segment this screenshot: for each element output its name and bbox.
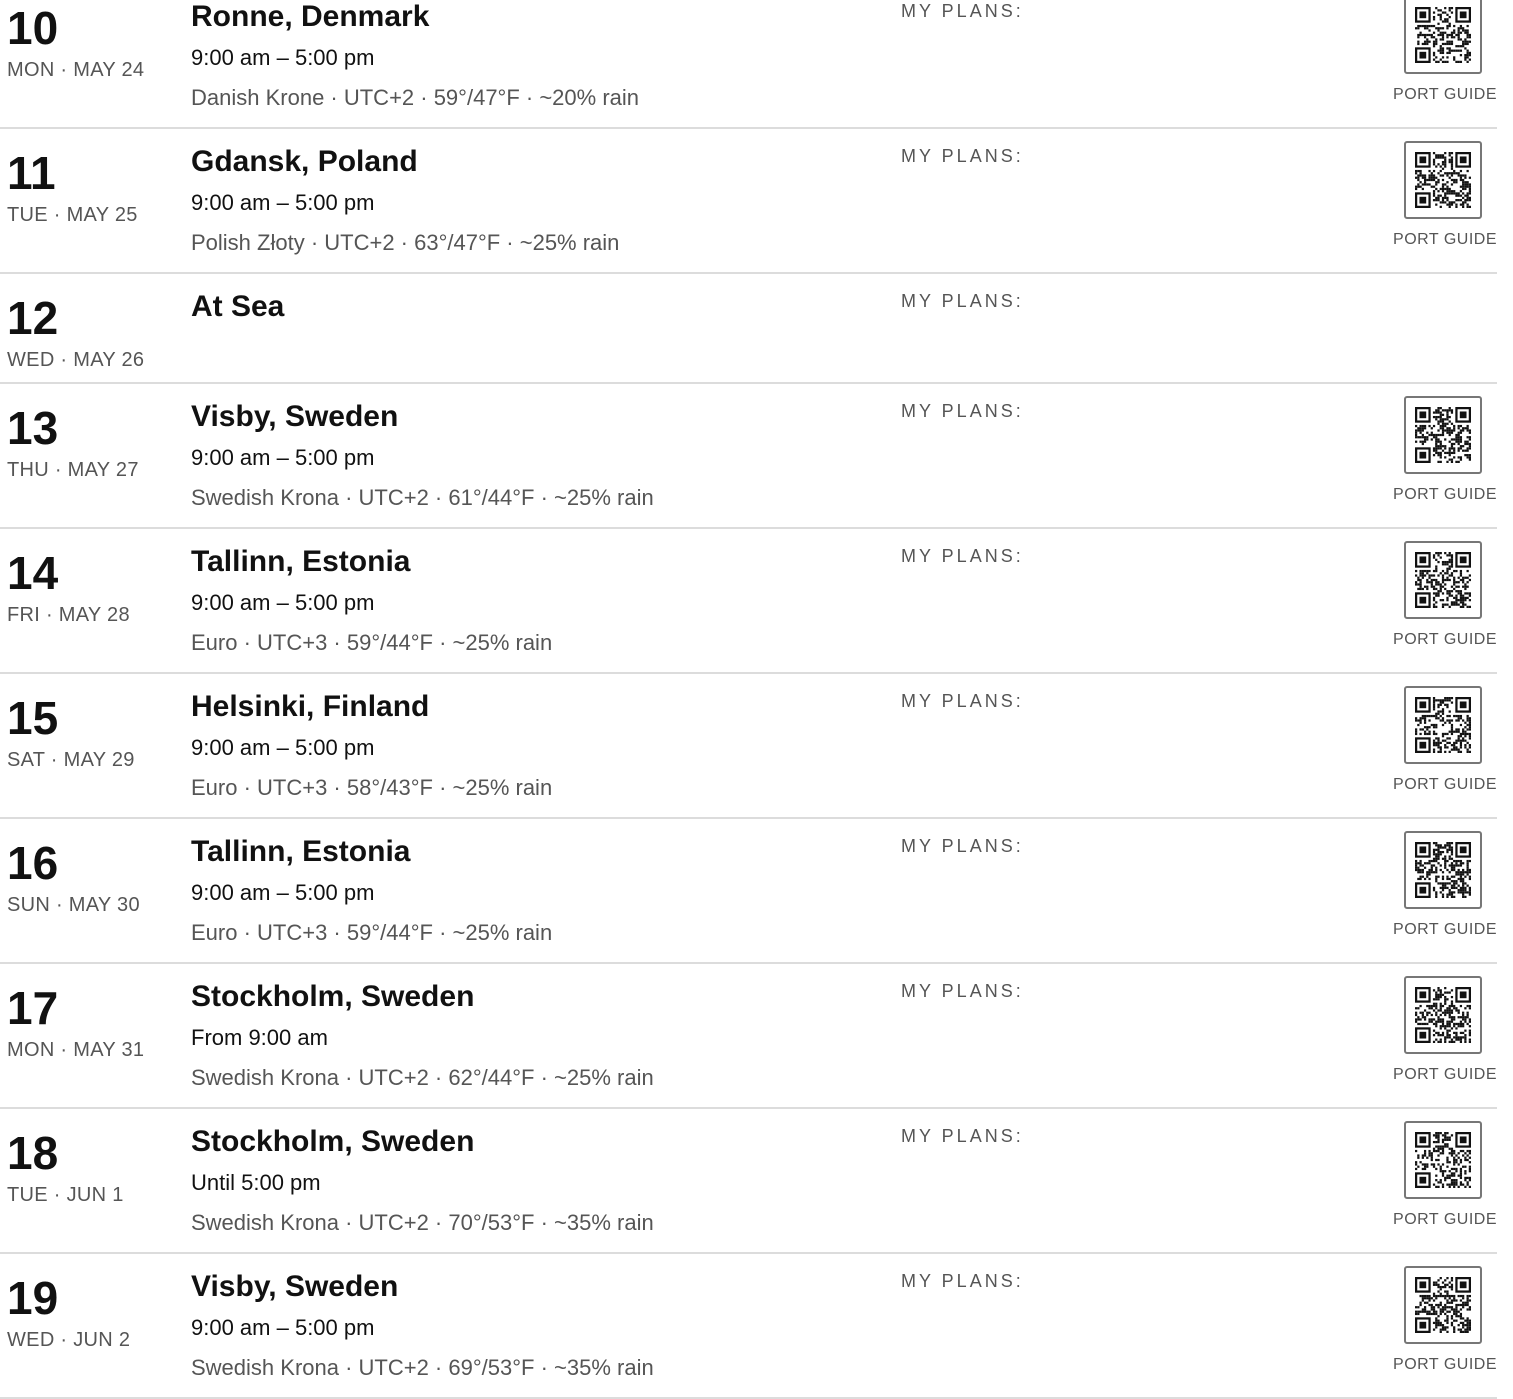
itinerary-day-row	[0, 0, 1497, 129]
port-name: Visby, Sweden	[191, 400, 399, 433]
my-plans-label: MY PLANS:	[901, 1, 1024, 21]
qr-code-icon	[1415, 152, 1471, 208]
day-date: TUE · JUN 1	[7, 1184, 124, 1206]
qr-code-icon	[1415, 987, 1471, 1043]
day-number: 11	[7, 147, 56, 199]
day-number: 15	[7, 692, 59, 744]
day-date: WED · JUN 2	[7, 1329, 131, 1351]
port-details: Swedish Krona · UTC+2 · 69°/53°F · ~35% rain	[191, 1355, 654, 1380]
my-plans-label: MY PLANS:	[901, 981, 1024, 1001]
port-name: Gdansk, Poland	[191, 145, 418, 178]
port-guide-link[interactable]: PORT GUIDE	[1393, 231, 1497, 248]
port-details: Euro · UTC+3 · 59°/44°F · ~25% rain	[191, 630, 553, 655]
day-date: FRI · MAY 28	[7, 604, 130, 626]
port-guide-qr-code[interactable]	[1404, 976, 1482, 1054]
port-name: Stockholm, Sweden	[191, 1125, 475, 1158]
day-number: 12	[7, 292, 59, 344]
port-name: Tallinn, Estonia	[191, 545, 411, 578]
port-guide-link[interactable]: PORT GUIDE	[1393, 921, 1497, 938]
day-date: WED · MAY 26	[7, 349, 145, 371]
port-hours: 9:00 am – 5:00 pm	[191, 735, 375, 760]
day-date: THU · MAY 27	[7, 459, 139, 481]
my-plans-label: MY PLANS:	[901, 1271, 1024, 1291]
day-number: 16	[7, 837, 59, 889]
port-guide-link[interactable]: PORT GUIDE	[1393, 1211, 1497, 1228]
port-hours: From 9:00 am	[191, 1025, 328, 1050]
port-name: Stockholm, Sweden	[191, 980, 475, 1013]
port-details: Euro · UTC+3 · 59°/44°F · ~25% rain	[191, 920, 553, 945]
my-plans-label: MY PLANS:	[901, 401, 1024, 421]
day-date: MON · MAY 31	[7, 1039, 145, 1061]
day-date: TUE · MAY 25	[7, 204, 138, 226]
day-number: 13	[7, 402, 59, 454]
qr-code-icon	[1415, 842, 1471, 898]
itinerary-day-row	[0, 274, 1497, 384]
port-name: Visby, Sweden	[191, 1270, 399, 1303]
port-details: Polish Złoty · UTC+2 · 63°/47°F · ~25% rain	[191, 230, 620, 255]
port-guide-link[interactable]: PORT GUIDE	[1393, 486, 1497, 503]
qr-code-icon	[1415, 407, 1471, 463]
day-date: SUN · MAY 30	[7, 894, 140, 916]
itinerary-day-row	[0, 964, 1497, 1109]
port-hours: 9:00 am – 5:00 pm	[191, 45, 375, 70]
port-name: Tallinn, Estonia	[191, 835, 411, 868]
port-name: Ronne, Denmark	[191, 0, 430, 33]
itinerary-day-row	[0, 1109, 1497, 1254]
port-name: Helsinki, Finland	[191, 690, 430, 723]
itinerary-day-row	[0, 1254, 1497, 1399]
port-guide-qr-code[interactable]	[1404, 396, 1482, 474]
port-details: Danish Krone · UTC+2 · 59°/47°F · ~20% rain	[191, 85, 640, 110]
my-plans-label: MY PLANS:	[901, 546, 1024, 566]
port-guide-qr-code[interactable]	[1404, 1266, 1482, 1344]
port-guide-link[interactable]: PORT GUIDE	[1393, 1356, 1497, 1373]
itinerary-day-row	[0, 819, 1497, 964]
port-hours: Until 5:00 pm	[191, 1170, 321, 1195]
port-guide-qr-code[interactable]	[1404, 541, 1482, 619]
day-number: 10	[7, 2, 59, 54]
port-guide-qr-code[interactable]	[1404, 141, 1482, 219]
qr-code-icon	[1415, 552, 1471, 608]
port-guide-link[interactable]: PORT GUIDE	[1393, 776, 1497, 793]
day-number: 17	[7, 982, 59, 1034]
day-date: MON · MAY 24	[7, 59, 145, 81]
day-number: 19	[7, 1272, 59, 1324]
port-name: At Sea	[191, 290, 285, 323]
my-plans-label: MY PLANS:	[901, 291, 1024, 311]
day-number: 14	[7, 547, 59, 599]
itinerary-day-row	[0, 384, 1497, 529]
itinerary-day-row	[0, 129, 1497, 274]
port-guide-link[interactable]: PORT GUIDE	[1393, 1066, 1497, 1083]
my-plans-label: MY PLANS:	[901, 691, 1024, 711]
qr-code-icon	[1415, 697, 1471, 753]
itinerary-day-row	[0, 674, 1497, 819]
my-plans-label: MY PLANS:	[901, 836, 1024, 856]
port-hours: 9:00 am – 5:00 pm	[191, 590, 375, 615]
port-guide-qr-code[interactable]	[1404, 1121, 1482, 1199]
port-details: Swedish Krona · UTC+2 · 61°/44°F · ~25% rain	[191, 485, 654, 510]
port-details: Swedish Krona · UTC+2 · 70°/53°F · ~35% rain	[191, 1210, 654, 1235]
port-hours: 9:00 am – 5:00 pm	[191, 445, 375, 470]
qr-code-icon	[1415, 1277, 1471, 1333]
port-details: Euro · UTC+3 · 58°/43°F · ~25% rain	[191, 775, 553, 800]
day-number: 18	[7, 1127, 59, 1179]
port-guide-qr-code[interactable]	[1404, 0, 1482, 74]
itinerary-day-row	[0, 529, 1497, 674]
qr-code-icon	[1415, 7, 1471, 63]
my-plans-label: MY PLANS:	[901, 146, 1024, 166]
port-hours: 9:00 am – 5:00 pm	[191, 190, 375, 215]
qr-code-icon	[1415, 1132, 1471, 1188]
port-guide-qr-code[interactable]	[1404, 831, 1482, 909]
port-guide-qr-code[interactable]	[1404, 686, 1482, 764]
port-guide-link[interactable]: PORT GUIDE	[1393, 86, 1497, 103]
my-plans-label: MY PLANS:	[901, 1126, 1024, 1146]
day-date: SAT · MAY 29	[7, 749, 135, 771]
port-details: Swedish Krona · UTC+2 · 62°/44°F · ~25% rain	[191, 1065, 654, 1090]
port-guide-link[interactable]: PORT GUIDE	[1393, 631, 1497, 648]
port-hours: 9:00 am – 5:00 pm	[191, 880, 375, 905]
port-hours: 9:00 am – 5:00 pm	[191, 1315, 375, 1340]
